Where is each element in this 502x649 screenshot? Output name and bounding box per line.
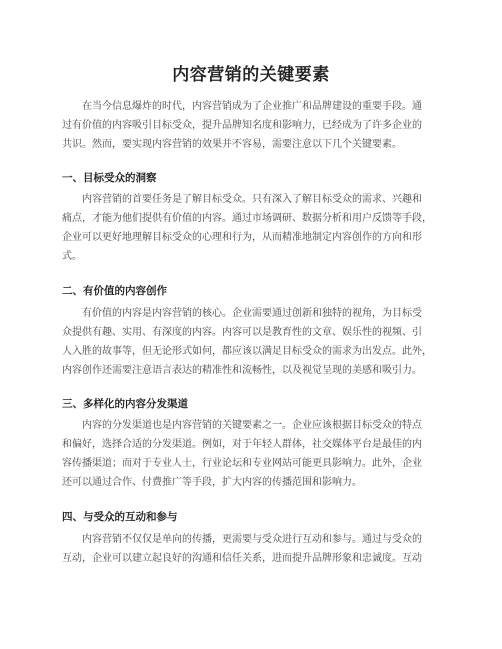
paragraph-line: 众提供有趣、实用、有深度的内容。内容可以是教育性的文章、娱乐性的视频、引 [62,327,422,338]
paragraph-line: 共识。然而，要实现内容营销的效果并不容易，需要注意以下几个关键要素。 [62,139,402,150]
section-heading-valuable-content: 二、有价值的内容创作 [62,285,167,297]
paragraph-line: 互动，企业可以建立起良好的沟通和信任关系，进而提升品牌形象和忠诚度。互动 [62,553,422,564]
paragraph-line: 过有价值的内容吸引目标受众，提升品牌知名度和影响力，已经成为了许多企业的 [62,120,422,131]
section-paragraph-valuable-content [62,304,442,380]
paragraph-line: 有价值的内容是内容营销的核心。企业需要通过创新和独特的视角，为目标受 [82,308,422,319]
paragraph-line: 和偏好，选择合适的分发渠道。例如，对于年轻人群体，社交媒体平台是最佳的内 [62,439,422,450]
section-paragraph-audience-insight [62,190,442,266]
paragraph-line: 还可以通过合作、付费推广等手段，扩大内容的传播范围和影响力。 [62,477,362,488]
paragraph-line: 企业可以更好地理解目标受众的心理和行为，从而精准地制定内容创作的方向和形 [62,232,422,243]
paragraph-line: 内容营销的首要任务是了解目标受众。只有深入了解目标受众的需求、兴趣和 [82,194,422,205]
section-paragraph-distribution-channels [62,416,442,492]
paragraph-line: 内容创作还需要注意语言表达的精准性和流畅性，以及视觉呈现的美感和吸引力。 [62,365,422,376]
paragraph-line: 内容的分发渠道也是内容营销的关键要素之一。企业应该根据目标受众的特点 [82,420,422,431]
paragraph-line: 在当今信息爆炸的时代，内容营销成为了企业推广和品牌建设的重要手段。通 [82,101,422,112]
paragraph-line: 式。 [62,251,82,262]
paragraph-line: 人入胜的故事等，但无论形式如何，都应该以满足目标受众的需求为出发点。此外， [62,346,432,357]
page-title: 内容营销的关键要素 [172,65,330,85]
section-heading-audience-interaction: 四、与受众的互动和参与 [62,511,178,523]
paragraph-line: 痛点，才能为他们提供有价值的内容。通过市场调研、数据分析和用户反馈等手段， [62,213,432,224]
section-heading-audience-insight: 一、目标受众的洞察 [62,172,157,184]
section-paragraph-audience-interaction [62,530,442,568]
paragraph-line: 内容营销不仅仅是单向的传播，更需要与受众进行互动和参与。通过与受众的 [82,534,422,545]
section-heading-distribution-channels: 三、多样化的内容分发渠道 [62,398,188,410]
intro-paragraph [62,97,442,154]
paragraph-line: 容传播渠道；而对于专业人士，行业论坛和专业网站可能更具影响力。此外，企业 [62,458,422,469]
